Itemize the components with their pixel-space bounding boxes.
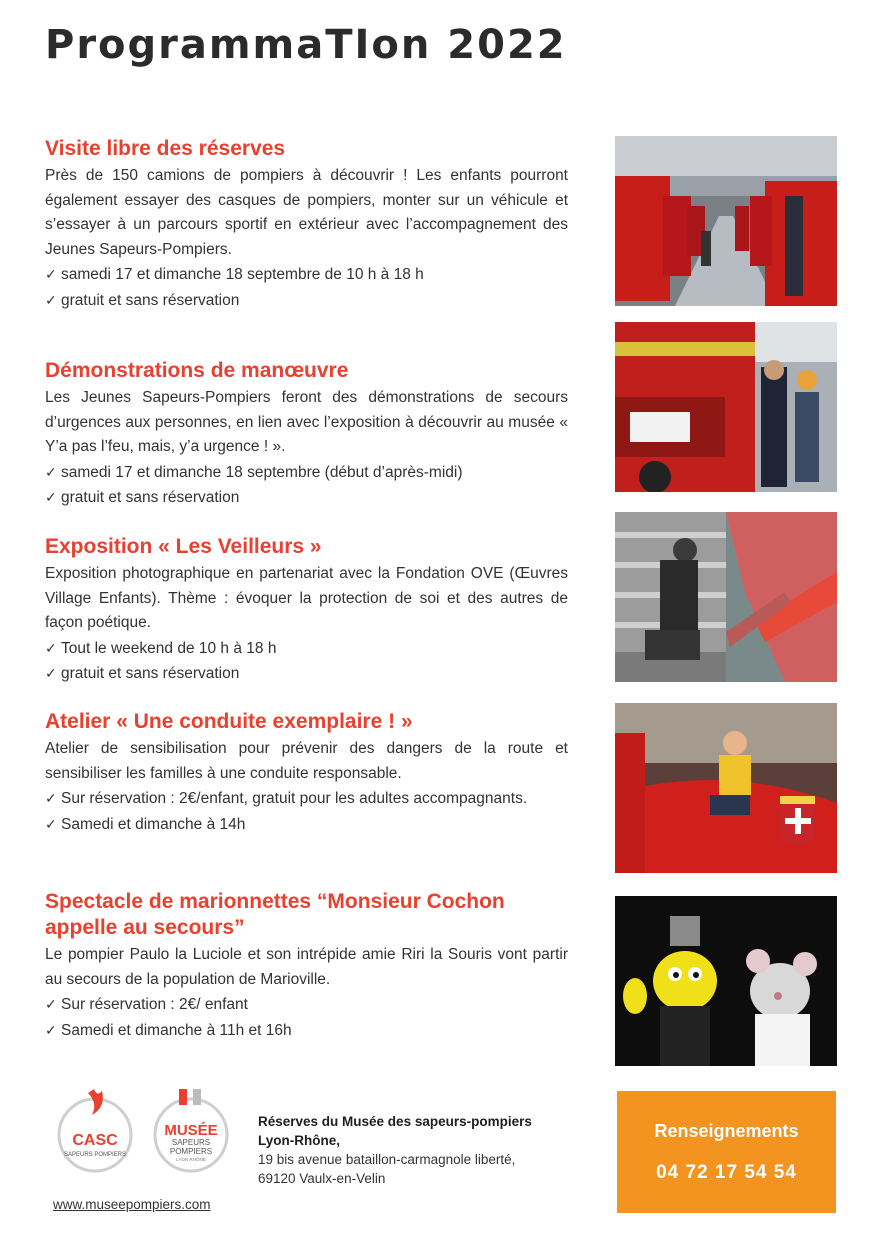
event-detail: ✓ Sur réservation : 2€/ enfant xyxy=(45,992,568,1018)
event-detail: ✓ gratuit et sans réservation xyxy=(45,485,568,511)
check-icon: ✓ xyxy=(45,489,57,505)
event-title: Exposition « Les Veilleurs » xyxy=(45,535,322,558)
address-city: 69120 Vaulx-en-Velin xyxy=(258,1171,386,1186)
child-in-fire-truck-photo xyxy=(615,703,837,873)
event-detail: ✓ gratuit et sans réservation xyxy=(45,661,568,687)
page-title: ProgrammaTIon 2022 xyxy=(45,22,567,68)
museum-address xyxy=(258,1112,532,1188)
event-detail: ✓ samedi 17 et dimanche 18 septembre de 10 h à 18 h xyxy=(45,262,568,288)
event-atelier-conduite xyxy=(45,709,568,837)
musee-logo-subtext: LYON RHÔNE xyxy=(176,1157,206,1162)
check-icon: ✓ xyxy=(45,790,57,806)
website-link[interactable]: www.museepompiers.com xyxy=(53,1197,211,1212)
event-title: Atelier « Une conduite exemplaire ! » xyxy=(45,710,413,733)
event-exposition-veilleurs xyxy=(45,534,568,687)
event-spectacle-marionnettes xyxy=(45,889,568,1043)
event-title: Démonstrations de manœuvre xyxy=(45,359,349,382)
address-name: Lyon-Rhône, xyxy=(258,1133,340,1148)
event-detail: ✓ Samedi et dimanche à 11h et 16h xyxy=(45,1018,568,1044)
musee-logo-text: MUSÉE xyxy=(164,1122,218,1139)
info-box xyxy=(617,1091,836,1213)
event-description: Les Jeunes Sapeurs-Pompiers feront des démonstrations de secours d’urgences aux personnes, en lien avec l’exposition à découvrir au musée « Y’a pas l’feu, mais, y’a urgence ! ». xyxy=(45,389,568,455)
check-icon: ✓ xyxy=(45,665,57,681)
veilleurs-exhibition-photo xyxy=(615,512,837,682)
firefighter-demonstration-photo xyxy=(615,322,837,492)
check-icon: ✓ xyxy=(45,639,57,656)
event-detail: ✓ gratuit et sans réservation xyxy=(45,288,568,314)
address-name: Réserves du Musée des sapeurs-pompiers xyxy=(258,1114,532,1129)
musee-logo xyxy=(146,1085,236,1175)
event-title: Spectacle de marionnettes “Monsieur Cochon appelle au secours” xyxy=(45,890,505,939)
event-description: Le pompier Paulo la Luciole et son intrépide amie Riri la Souris vont partir au secours de la population de Marioville. xyxy=(45,946,568,988)
event-title: Visite libre des réserves xyxy=(45,137,286,160)
casc-logo-text: CASC xyxy=(72,1132,118,1149)
event-demonstrations xyxy=(45,358,568,511)
check-icon: ✓ xyxy=(45,291,57,308)
event-description: Exposition photographique en partenariat avec la Fondation OVE (Œuvres Village Enfants). Thème : évoquer la protection de soi et des autres de façon poétique. xyxy=(45,565,568,631)
fire-trucks-garage-photo xyxy=(615,136,837,306)
musee-logo-subtext: SAPEURS xyxy=(171,1138,211,1147)
info-phone[interactable]: 04 72 17 54 54 xyxy=(656,1162,797,1183)
check-icon: ✓ xyxy=(45,815,57,832)
casc-logo xyxy=(50,1085,140,1175)
check-icon: ✓ xyxy=(45,1021,57,1038)
event-description: Atelier de sensibilisation pour prévenir des dangers de la route et sensibiliser les familles à une conduite responsable. xyxy=(45,740,568,782)
check-icon: ✓ xyxy=(45,463,57,480)
event-detail: ✓ Samedi et dimanche à 14h xyxy=(45,812,568,838)
event-detail: ✓ samedi 17 et dimanche 18 septembre (début d’après-midi) xyxy=(45,460,568,486)
event-visite-reserves xyxy=(45,136,568,313)
check-icon: ✓ xyxy=(45,266,57,282)
address-street: 19 bis avenue bataillon-carmagnole liberté, xyxy=(258,1152,516,1167)
check-icon: ✓ xyxy=(45,996,57,1012)
puppets-photo xyxy=(615,896,837,1066)
event-description: Près de 150 camions de pompiers à découvrir ! Les enfants pourront également essayer des casques de pompiers, monter sur un véhicule et s’essayer à un parcours sportif en extérieur avec l’accompagnement des Jeunes Sapeurs-Pompiers. xyxy=(45,167,568,258)
event-detail: ✓ Sur réservation : 2€/enfant, gratuit pour les adultes accompagnants. xyxy=(45,786,568,812)
casc-logo-subtext: SAPEURS POMPIERS xyxy=(63,1152,127,1158)
info-label: Renseignements xyxy=(654,1121,799,1141)
musee-logo-subtext: POMPIERS xyxy=(169,1147,213,1156)
event-detail: ✓ Tout le weekend de 10 h à 18 h xyxy=(45,636,568,662)
